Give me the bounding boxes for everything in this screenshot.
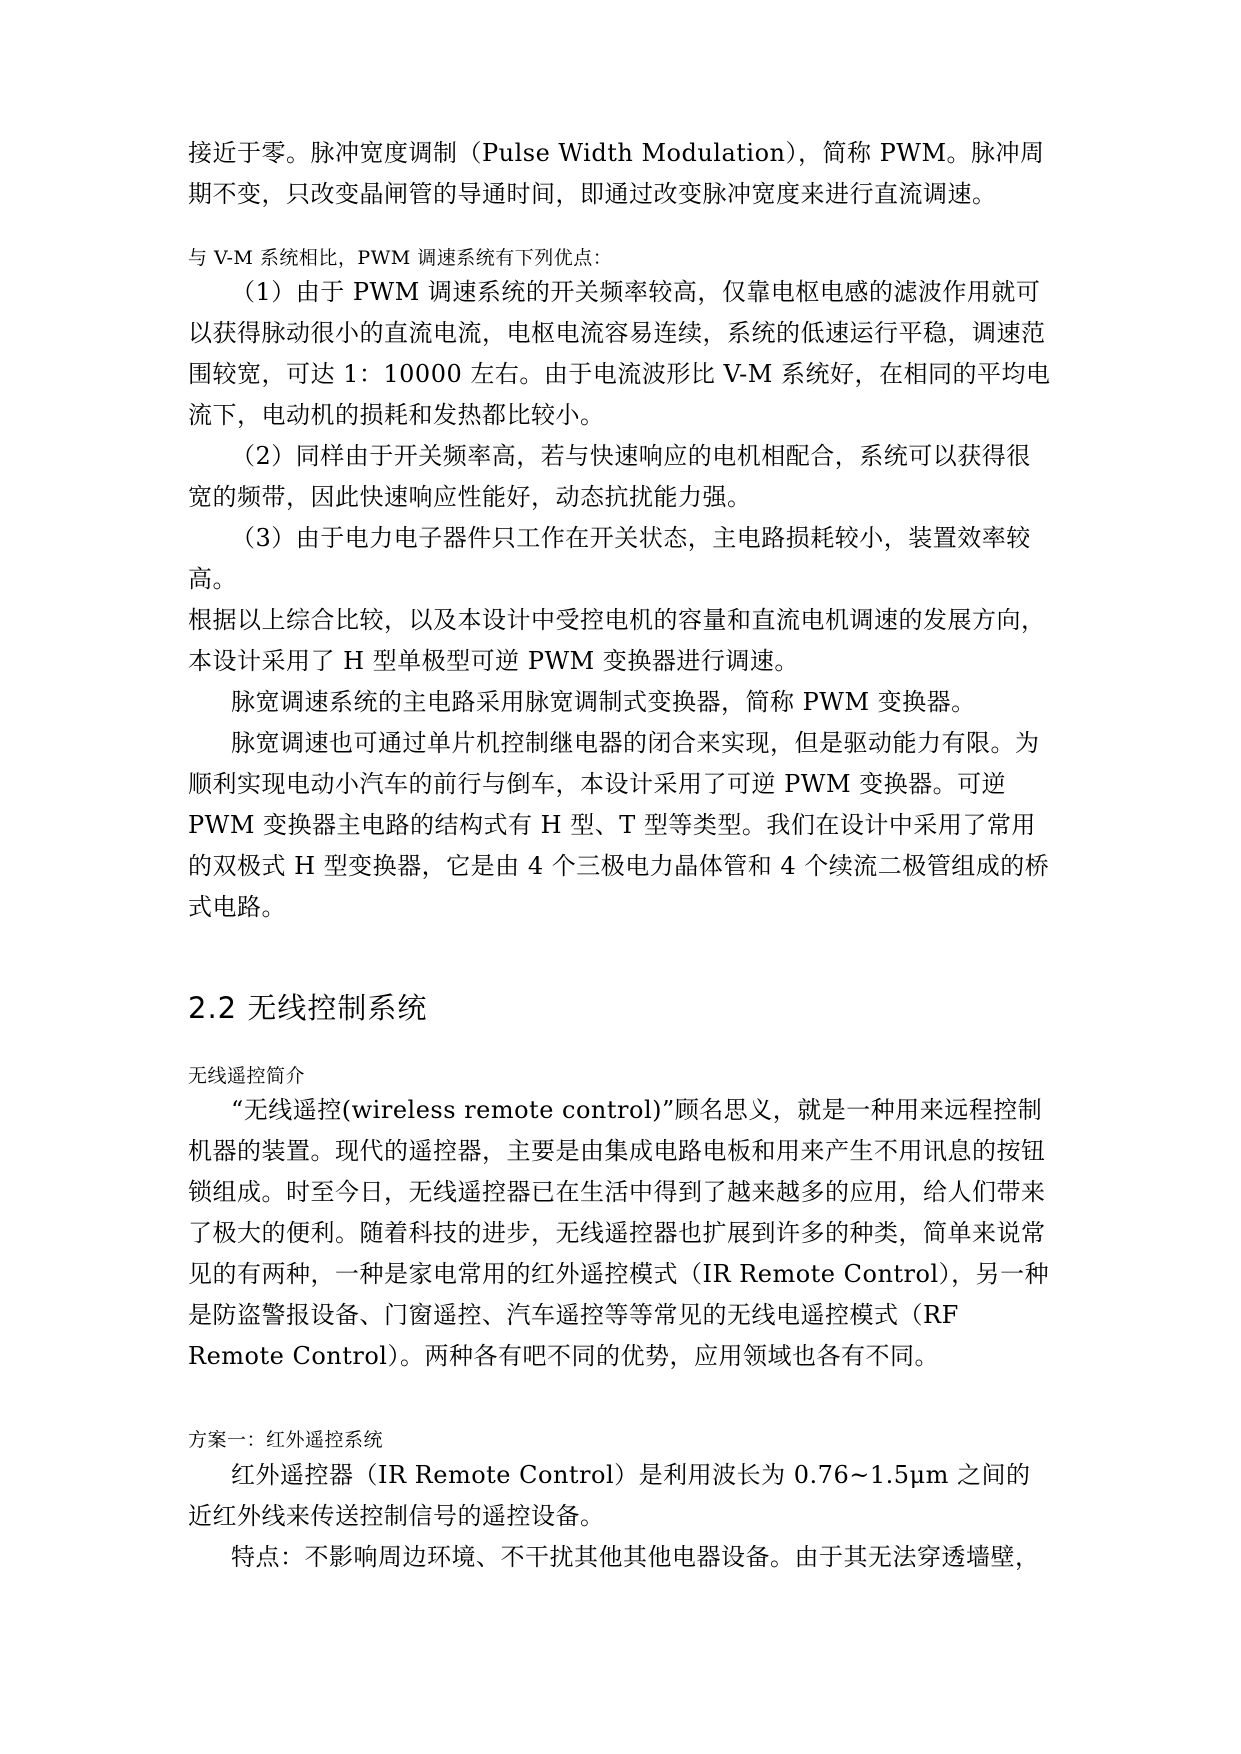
ir-remote-paragraph: 红外遥控器（IR Remote Control）是利用波长为 0.76~1.5μm 之间的近红外线来传送控制信号的遥控设备。 (188, 1461, 1031, 1530)
advantages-label: 与 V-M 系统相比，PWM 调速系统有下列优点： (188, 247, 613, 269)
scheme1-block (188, 1455, 1054, 1578)
pwm-reversible-paragraph: 脉宽调速也可通过单片机控制继电器的闭合来实现，但是驱动能力有限。为顺利实现电动小汽车的前行与倒车，本设计采用了可逆 PWM 变换器。可逆 PWM 变换器主电路的结构式有 H 型、T 型等类型。我们在设计中采用了常用的双极式 H 型变换器，它是由 4 个三极电力晶体管和 4 个续流二极管组成的桥式电路。 (188, 729, 1050, 921)
pwm-definition-paragraph: 接近于零。脉冲宽度调制（Pulse Width Modulation），简称 PWM。脉冲周期不变，只改变晶闸管的导通时间，即通过改变脉冲宽度来进行直流调速。 (188, 139, 1045, 208)
scheme1-label: 方案一：红外遥控系统 (188, 1429, 384, 1451)
wireless-intro-block (188, 1090, 1054, 1377)
intro-pwm-block (188, 133, 1054, 215)
advantage-item-3: （3）由于电力电子器件只工作在开关状态，主电路损耗较小，装置效率较高。 (188, 524, 1031, 593)
advantages-block (188, 272, 1054, 928)
advantage-item-2: （2）同样由于开关频率高，若与快速响应的电机相配合，系统可以获得很宽的频带，因此快速响应性能好，动态抗扰能力强。 (188, 442, 1031, 511)
pwm-converter-paragraph: 脉宽调速系统的主电路采用脉宽调制式变换器，简称 PWM 变换器。 (231, 688, 976, 716)
conclusion-paragraph: 根据以上综合比较，以及本设计中受控电机的容量和直流电机调速的发展方向，本设计采用了 H 型单极型可逆 PWM 变换器进行调速。 (188, 606, 1046, 675)
wireless-intro-label: 无线遥控简介 (188, 1065, 306, 1087)
advantage-item-1: （1）由于 PWM 调速系统的开关频率较高，仅靠电枢电感的滤波作用就可以获得脉动很小的直流电流，电枢电流容易连续，系统的低速运行平稳，调速范围较宽，可达 1：10000 左右。由于电流波形比 V-M 系统好，在相同的平均电流下，电动机的损耗和发热都比较小。 (188, 278, 1051, 429)
wireless-intro-paragraph: “无线遥控(wireless remote control)”顾名思义，就是一种用来远程控制机器的装置。现代的遥控器，主要是由集成电路电板和用来产生不用讯息的按钮锁组成。时至今日，无线遥控器已在生活中得到了越来越多的应用，给人们带来了极大的便利。随着科技的进步，无线遥控器也扩展到许多的种类，简单来说常见的有两种，一种是家电常用的红外遥控模式（IR Remote Control），另一种是防盗警报设备、门窗遥控、汽车遥控等等常见的无线电遥控模式（RF Remote Control）。两种各有吧不同的优势，应用领域也各有不同。 (188, 1096, 1050, 1370)
ir-features-paragraph: 特点：不影响周边环境、不干扰其他其他电器设备。由于其无法穿透墙壁， (231, 1543, 1040, 1571)
section-heading: 2.2 无线控制系统 (188, 991, 428, 1025)
